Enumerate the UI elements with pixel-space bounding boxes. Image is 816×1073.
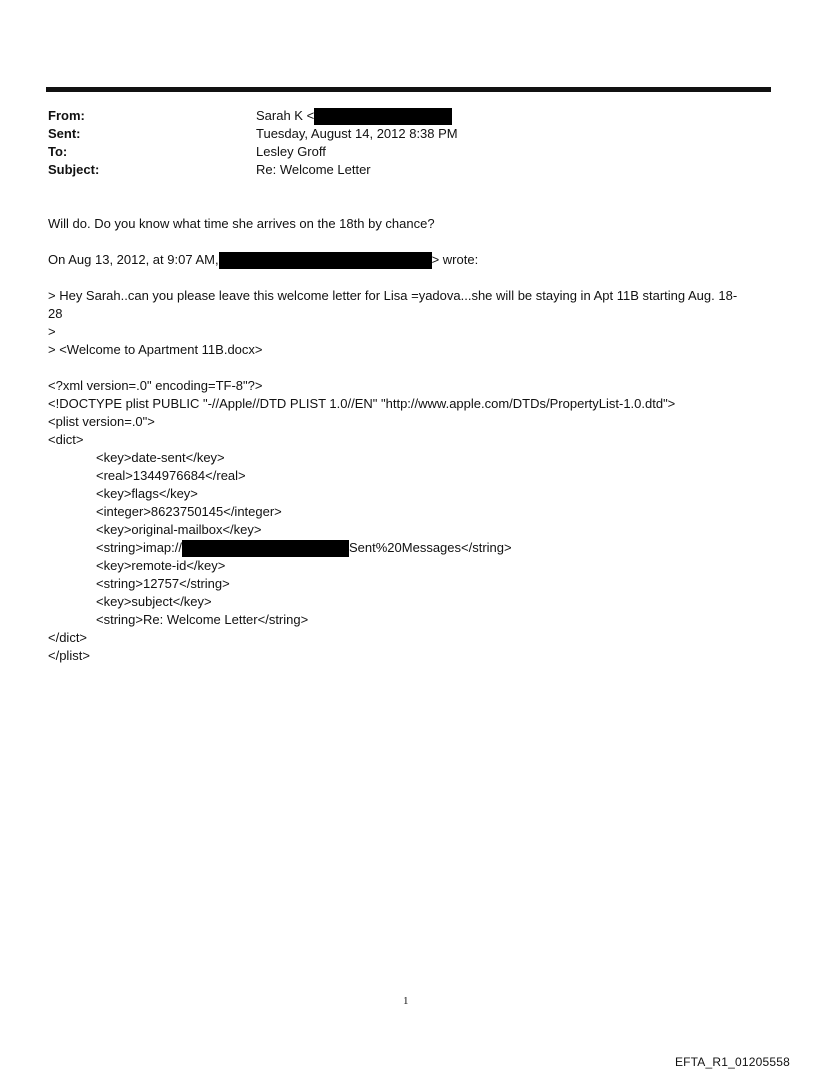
quote-intro	[48, 251, 478, 269]
subject-label: Subject:	[48, 162, 100, 177]
plist-line: <key>flags</key>	[96, 486, 198, 501]
plist-line: <key>original-mailbox</key>	[96, 522, 262, 537]
redaction-block	[314, 108, 452, 125]
sent-label: Sent:	[48, 126, 81, 141]
plist-line: <key>remote-id</key>	[96, 558, 226, 573]
subject-value: Re: Welcome Letter	[256, 162, 371, 177]
to-value: Lesley Groff	[256, 144, 326, 159]
document-id: EFTA_R1_01205558	[674, 1055, 790, 1069]
header-rule	[46, 87, 771, 92]
plist-line: <real>1344976684</real>	[96, 468, 246, 483]
quoted-line: > <Welcome to Apartment 11B.docx>	[48, 342, 263, 357]
sent-value: Tuesday, August 14, 2012 8:38 PM	[256, 126, 458, 141]
plist-line: <dict>	[48, 432, 84, 447]
plist-line: <string>Re: Welcome Letter</string>	[96, 612, 309, 627]
plist-line: <key>subject</key>	[96, 594, 212, 609]
from-value	[256, 107, 452, 125]
plist-line: <!DOCTYPE plist PUBLIC "-//Apple//DTD PLIST 1.0//EN" "http://www.apple.com/DTDs/PropertyList-1.0.dtd">	[48, 396, 676, 411]
redaction-block	[182, 540, 349, 557]
plist-line: </plist>	[48, 648, 90, 663]
page-number: 1	[403, 995, 409, 1007]
quoted-line: 28	[48, 306, 63, 321]
from-name: Sarah K <	[256, 108, 315, 123]
imap-suffix: Sent%20Messages</string>	[349, 540, 512, 555]
quoted-line: >	[48, 324, 56, 339]
from-label: From:	[48, 108, 85, 123]
quote-intro-suffix: > wrote:	[431, 252, 479, 267]
quoted-line: > Hey Sarah..can you please leave this welcome letter for Lisa =yadova...she will be staying in Apt 11B starting Aug. 18-	[48, 288, 738, 303]
to-label: To:	[48, 144, 68, 159]
plist-line: </dict>	[48, 630, 88, 645]
plist-line: <key>date-sent</key>	[96, 450, 225, 465]
quote-intro-prefix: On Aug 13, 2012, at 9:07 AM,	[48, 252, 219, 267]
imap-prefix: <string>imap://	[96, 540, 182, 555]
plist-line: <?xml version=.0" encoding=TF-8"?>	[48, 378, 263, 393]
plist-line: <plist version=.0">	[48, 414, 155, 429]
reply-text: Will do. Do you know what time she arrives on the 18th by chance?	[48, 216, 435, 231]
plist-line: <integer>8623750145</integer>	[96, 504, 282, 519]
plist-line	[96, 539, 512, 557]
plist-line: <string>12757</string>	[96, 576, 230, 591]
redaction-block	[219, 252, 432, 269]
